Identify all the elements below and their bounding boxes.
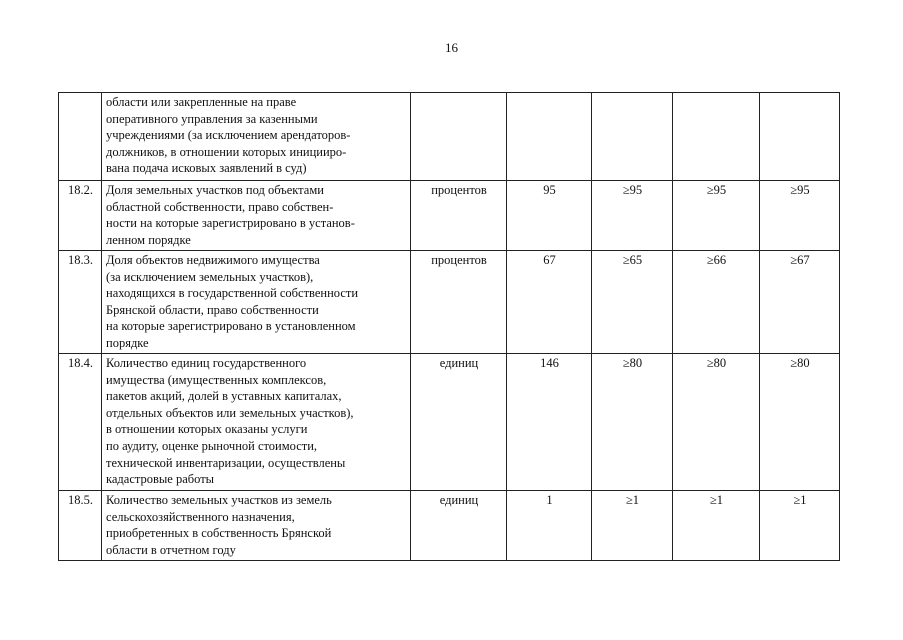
description-line: по аудиту, оценке рыночной стоимости, [106,438,318,453]
description-line: учреждениями (за исключением арендаторов- [106,128,351,143]
value-cell: ≥80 [673,354,760,491]
description-line: приобретенных в собственность Брянской [106,526,332,541]
value-cell: ≥95 [673,181,760,251]
table-row [59,354,840,491]
unit-cell: единиц [411,354,507,491]
description-line: оперативного управления за казенными [106,111,318,126]
row-number: 18.2. [59,181,102,251]
table-row [59,181,840,251]
description-line: области в отчетном году [106,542,236,557]
description-line: областной собственности, право собствен- [106,199,334,214]
description-line: Количество единиц государственного [106,356,307,370]
unit-cell [411,93,507,181]
value-cell [507,93,592,181]
description-line: Доля земельных участков под объектами [106,183,324,197]
value-cell: ≥67 [760,251,840,354]
value-cell: ≥65 [592,251,673,354]
description-line: области или закрепленные на праве [106,95,297,109]
table-row [59,491,840,561]
value-cell: ≥80 [592,354,673,491]
indicator-description [102,251,411,354]
description-line: имущества (имущественных комплексов, [106,372,327,387]
indicators-table [58,92,840,561]
description-line: в отношении которых оказаны услуги [106,422,308,437]
unit-cell: единиц [411,491,507,561]
description-line: находящихся в государственной собственности [106,286,359,301]
value-cell: ≥95 [760,181,840,251]
description-line: технической инвентаризации, осуществлены [106,455,346,470]
value-cell: 146 [507,354,592,491]
unit-cell: процентов [411,181,507,251]
description-line: ленном порядке [106,232,191,247]
indicator-description [102,354,411,491]
description-line: кадастровые работы [106,472,215,487]
value-cell: 67 [507,251,592,354]
value-cell: ≥66 [673,251,760,354]
description-line: Количество земельных участков из земель [106,493,332,507]
table-row [59,251,840,354]
value-cell: ≥80 [760,354,840,491]
description-line: Брянской области, право собственности [106,302,319,317]
unit-cell: процентов [411,251,507,354]
value-cell: ≥95 [592,181,673,251]
indicator-description [102,491,411,561]
description-line: ности на которые зарегистрировано в установ- [106,216,355,231]
description-line: на которые зарегистрировано в установленном [106,319,356,334]
row-number: 18.5. [59,491,102,561]
value-cell: 95 [507,181,592,251]
page-number: 16 [445,40,458,55]
description-line: сельскохозяйственного назначения, [106,509,295,524]
value-cell [760,93,840,181]
table-row [59,93,840,181]
value-cell: ≥1 [673,491,760,561]
value-cell [673,93,760,181]
value-cell: ≥1 [760,491,840,561]
description-line: (за исключением земельных участков), [106,269,314,284]
indicator-description [102,93,411,181]
description-line: должников, в отношении которых иницииро- [106,144,347,159]
row-number: 18.4. [59,354,102,491]
description-line: Доля объектов недвижимого имущества [106,253,320,267]
description-line: отдельных объектов или земельных участков), [106,405,354,420]
description-line: пакетов акций, долей в уставных капиталах, [106,389,342,404]
value-cell: 1 [507,491,592,561]
value-cell [592,93,673,181]
row-number [59,93,102,181]
indicator-description [102,181,411,251]
description-line: вана подача исковых заявлений в суд) [106,161,307,176]
description-line: порядке [106,335,149,350]
row-number: 18.3. [59,251,102,354]
value-cell: ≥1 [592,491,673,561]
